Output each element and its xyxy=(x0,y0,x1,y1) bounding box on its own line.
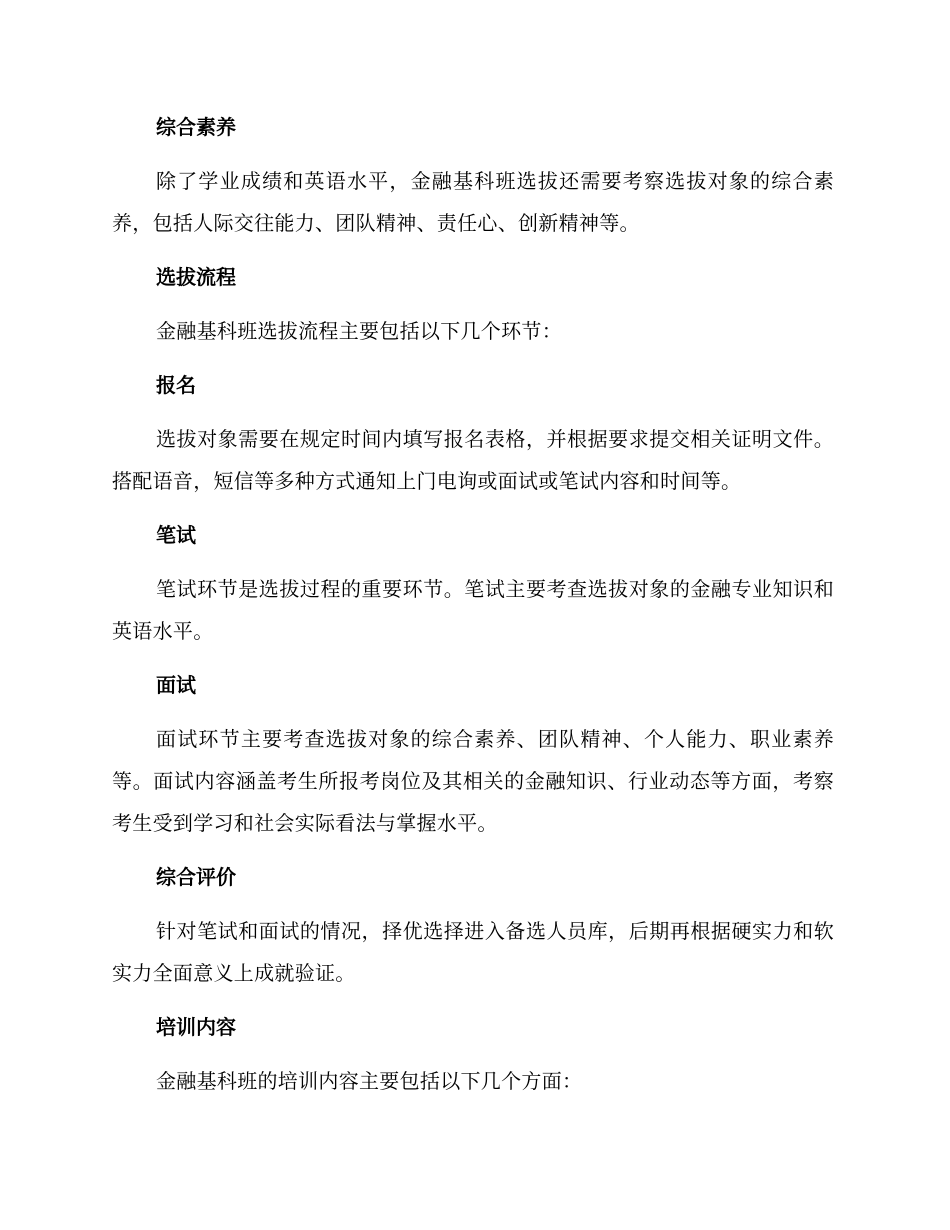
section-paragraph-selection-process: 金融基科班选拔流程主要包括以下几个环节： xyxy=(156,319,562,343)
section-paragraph-interview: 面试环节主要考查选拔对象的综合素养、团队精神、个人能力、职业素养等。面试内容涵盖考生所报考岗位及其相关的金融知识、行业动态等方面，考察考生受到学习和社会实际看法与掌握水平。 xyxy=(112,727,834,835)
spacer xyxy=(112,704,834,718)
section-heading-comprehensive-evaluation: 综合评价 xyxy=(156,865,236,889)
spacer xyxy=(112,844,834,858)
section-heading-interview: 面试 xyxy=(156,673,196,697)
section-paragraph-registration: 选拔对象需要在规定时间内填写报名表格，并根据要求提交相关证明文件。搭配语音，短信等多种方式通知上门电询或面试或笔试内容和时间等。 xyxy=(112,427,834,493)
section-paragraph-comprehensive-evaluation: 针对笔试和面试的情况，择优选择进入备选人员库，后期再根据硬实力和软实力全面意义上成就验证。 xyxy=(112,919,834,985)
spacer xyxy=(112,652,834,666)
section-paragraph-comprehensive-quality: 除了学业成绩和英语水平，金融基科班选拔还需要考察选拔对象的综合素养，包括人际交往能力、团队精神、责任心、创新精神等。 xyxy=(112,169,834,235)
spacer xyxy=(112,994,834,1008)
spacer xyxy=(112,352,834,366)
document-body xyxy=(112,108,834,1102)
spacer xyxy=(112,404,834,418)
spacer xyxy=(112,296,834,310)
section-heading-selection-process: 选拔流程 xyxy=(156,265,236,289)
spacer xyxy=(112,502,834,516)
spacer xyxy=(112,244,834,258)
spacer xyxy=(112,1046,834,1060)
section-paragraph-training-content: 金融基科班的培训内容主要包括以下几个方面： xyxy=(156,1069,583,1093)
spacer xyxy=(112,554,834,568)
section-heading-written-exam: 笔试 xyxy=(156,523,196,547)
section-heading-registration: 报名 xyxy=(156,373,196,397)
spacer xyxy=(112,896,834,910)
spacer xyxy=(112,146,834,160)
section-heading-training-content: 培训内容 xyxy=(156,1015,236,1039)
section-paragraph-written-exam: 笔试环节是选拔过程的重要环节。笔试主要考查选拔对象的金融专业知识和英语水平。 xyxy=(112,577,834,643)
section-heading-comprehensive-quality: 综合素养 xyxy=(156,115,236,139)
